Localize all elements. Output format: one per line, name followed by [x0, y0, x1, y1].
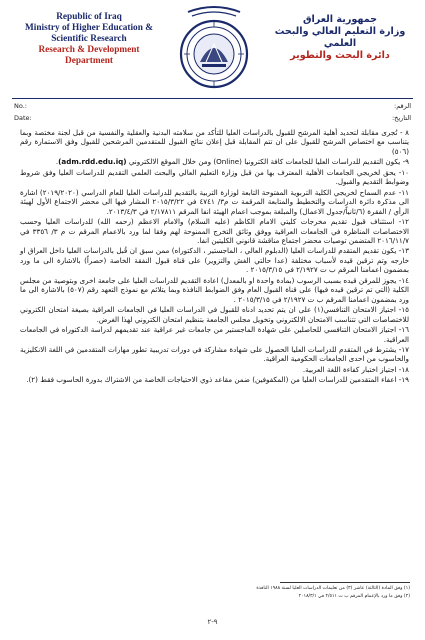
- clause-10: ١٠- يحق لخريجي الجامعات الأهلية المعترف بها من قبل وزارة التعليم العالي والبحث العلمي التقديم للدراسات العليا وفق شروط وضوابط التقديم والقبول.: [20, 167, 409, 187]
- english-department-1: Research & Development: [38, 45, 140, 55]
- ministry-emblem-icon: [170, 4, 258, 96]
- clause-8: ٨ - تُجرى مقابلة لتحديد أهلية المرشح للقبول بالدراسات العليا للتأكد من سلامته البدنية والعقلية والنفسية من قبل لجنة مختصة وبما يتناسب مع اختصاص المرشح للقبول على ان تتم المقابلة قبل إعلان نتائج القبول للمتقدمين المرشحين للقبول وفق الاستمارة رقم (٥٠٦): [20, 128, 409, 156]
- clause-18: ١٨- اجتياز اختبار كفاءة اللغة العربية.: [302, 364, 409, 374]
- date-label: Date:: [14, 114, 32, 122]
- clause-13: ١٣- يكون تقديم المتقدم للدراسات العليا (الدبلوم العالي ، الماجستير ، الدكتوراه) ممن سبق ان قُبل بالدراسات العليا داخل العراق او خارجه وتم ترقين قيده لأسباب مختلفة (عدا حالتي الغش والتزوير) على قناة قبول النفقة الخاصة (حصراً) بالاشارة الى ما ورد بمضمون اعمامنا المرقم ب ت ٢/١٩٢٧ في ٢٠١٥/٣/١٥ .: [20, 246, 409, 275]
- english-ministry-1: Ministry of Higher Education &: [25, 23, 153, 33]
- footnote-2: (٢) وفق ما ورد بالإعمام المرقم ب ت ٢/٥١١ في ٢٠١٨/٣/١: [298, 594, 410, 599]
- footnote-rule: [280, 582, 410, 583]
- arabic-department: دائرة البحث والتطوير: [290, 50, 390, 61]
- english-country: Republic of Iraq: [56, 12, 122, 22]
- header-rule: [12, 98, 413, 99]
- clause-16: ١٦- اجتياز الامتحان التنافسي للحاصلين على شهادة الماجستير من جامعات غير عراقية عند تقديمهم لدراسة الدكتوراه في الجامعات العراقية.: [20, 325, 409, 344]
- clause-19: ١٩- اعفاء المتقدمين للدراسات العليا من (المكفوفين) ضمن مقاعد ذوي الاحتياجات الخاصة من الاشتراك بدورة الحاسوب فقط (٢).: [26, 375, 409, 385]
- clause-9-end: .: [55, 157, 59, 167]
- clause-12: ١٢- استثناف قبول تقديم مخرجات كليتي الامام الكاظم (عليه السلام) والامام الاعظم (رحمه الله) للدراسات العليا وحسب الاختصاصات المناظرة في الجامعات العراقية ووفق وثائق التخرج الممنوحة لهم وفقا لما ورد بالاعمام المرقم ت م ٣/ ٣٣٥٦ في ٢٠١٦/١١/٧ المتضمن توصيات محضر اجتماع مناقشة قانوني الكليتين انفا.: [20, 217, 409, 245]
- clause-17: ١٧- يشترط في المتقدم للدراسات العليا الحصول على شهادة مشاركة في دورات تدريبية تطور مهارات المتقدمين في اللغة الانكليزية والحاسوب من احدى الجامعات الحكومية العراقية.: [20, 344, 409, 364]
- clause-9: [20, 157, 409, 166]
- clause-11: ١١- عدم السماح لخريجي الكلية التربوية المفتوحة التابعة لوزارة التربية بالتقديم للدراسات العليا للعام الدراسي (٢٠١٩/٢٠٢٠) اشارة الى مذكرة دائرة الدراسات والتخطيط والمتابعة المرقمة ت م٣/ ٤٧٤١ في ٢٠١٥/٣/٢٢ المشار فيها الى محضر الاجتماع الأول لهيئة الرأي / الفقرة (٦/ثانياً/جدول الاعمال) والمبلغة بموجب اعمام الهيئة انفا المرقم ٢/١٧٨١١ في ٢٠١٣/٤/٣.: [20, 187, 410, 216]
- footnote-1: (١) وفق المادة (الثالثة) عاشر (٣) من تعليمات الدراسات العليا لسنة ١٩٨٨ النافذة: [256, 586, 410, 591]
- arabic-no-label: الرقم:: [394, 102, 411, 110]
- english-letterhead: [14, 12, 164, 67]
- page-number: ٩-٢: [207, 618, 218, 626]
- no-label: No.:: [14, 102, 27, 110]
- footnotes: [20, 585, 410, 601]
- clause-15: ١٥- اجتياز الامتحان التنافسي(١) على ان يتم تحديد ادناه للقبول في الدراسات العليا في الجامعات العراقية بصيغة امتحان الكتروني للاختصاصات التي تتناسب الامتحان الالكتروني وتخويل مجلس الجامعة بتنظيم امتحان الكتروني لهذا الغرض.: [20, 305, 409, 324]
- document-body: [20, 128, 409, 386]
- clause-14: ١٤- يجوز للمرقن قيده بسبب الرسوب (بمادة واحدة او بالمعدل) اعادة التقديم للدراسات العليا على جامعة اخرى وبتوصية من مجلس الكلية (التي تم ترقين قيده فيها) على قناة القبول العام وفق الضوابط النافذة وبما يتلائم مع نموذج التعهد رقم (٥٠٧) بالاشارة الى ما ورد بمضمون اعمامنا المرقم ب ت ٢/١٩٢٧ في ٢٠١٥/٣/١٥ .: [20, 275, 409, 304]
- clause-9-text: ٩- يكون التقديم للدراسات العليا للجامعات كافة الكترونيا (Online) ومن خلال الموقع الالكتروني: [128, 157, 409, 167]
- arabic-date-label: التاريخ:: [391, 114, 411, 122]
- website-link[interactable]: (adm.rdd.edu.iq): [58, 157, 127, 167]
- english-department-2: Department: [64, 56, 114, 66]
- english-ministry-2: Scientific Research: [51, 34, 127, 44]
- arabic-letterhead: [265, 14, 415, 62]
- arabic-ministry: وزارة التعليم العالي والبحث العلمي: [274, 26, 406, 49]
- arabic-country: جمهورية العراق: [302, 14, 378, 25]
